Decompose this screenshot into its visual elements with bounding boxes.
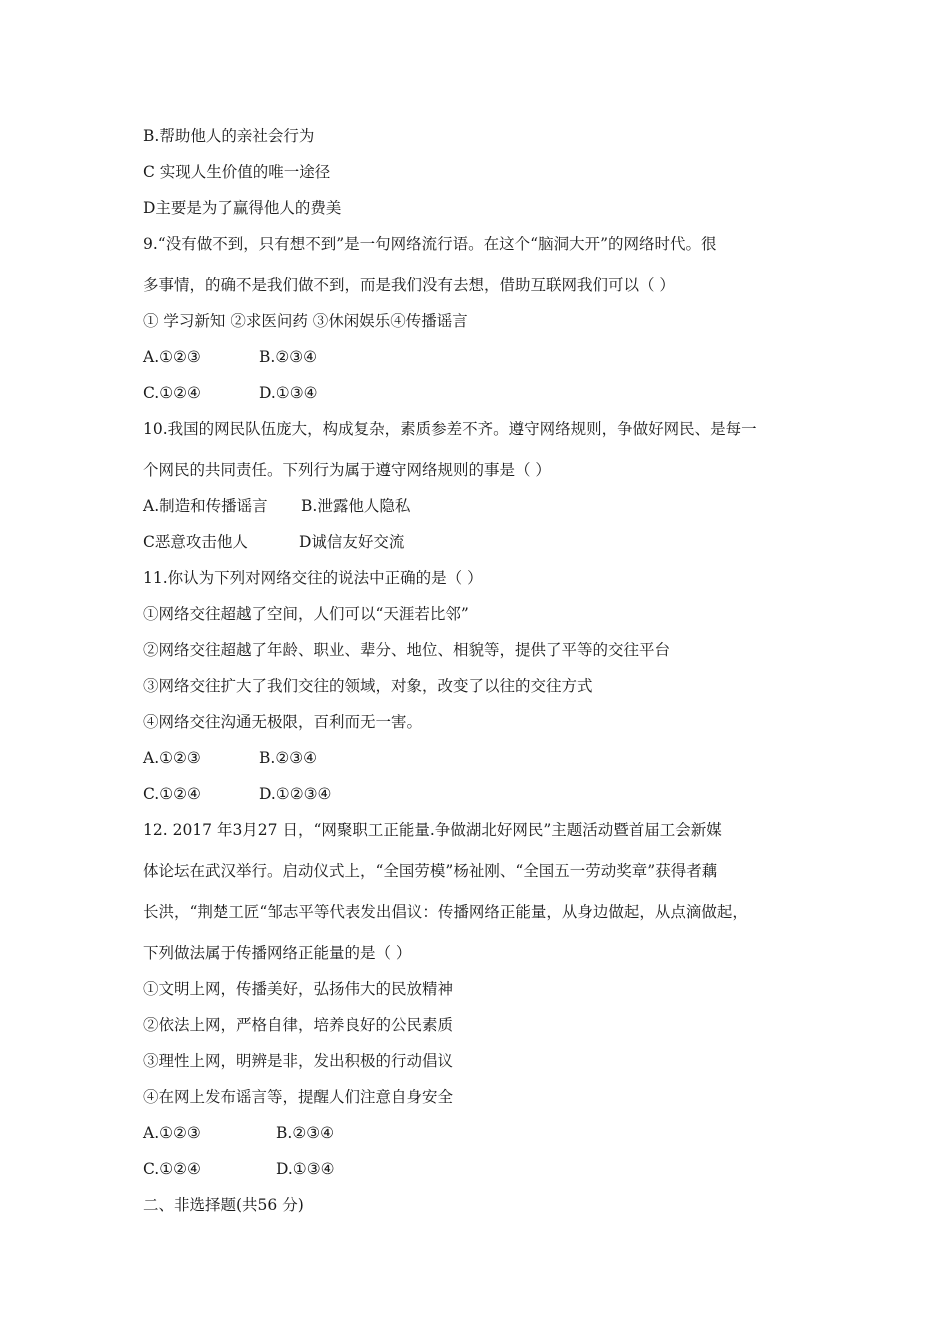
q10-option-c: C恶意攻击他人 — [143, 533, 248, 551]
q12-option-c: C.①②④ — [143, 1160, 201, 1178]
q9-stem-line-1: 9.“没有做不到，只有想不到”是一句网络流行语。在这个“脑洞大开”的网络时代。很 — [143, 235, 717, 253]
q12-option-d: D.①③④ — [276, 1160, 335, 1178]
q12-statement-2: ②依法上网，严格自律，培养良好的公民素质 — [143, 1016, 454, 1034]
q9-option-b: B.②③④ — [259, 348, 318, 366]
q11-option-d: D.①②③④ — [259, 785, 332, 803]
q9-stem-line-2: 多事情，的确不是我们做不到，而是我们没有去想，借助互联网我们可以（ ） — [143, 276, 675, 294]
q11-option-a: A.①②③ — [143, 749, 201, 767]
q12-stem-line-4: 下列做法属于传播网络正能量的是（ ） — [143, 944, 412, 962]
q9-statements: ① 学习新知 ②求医问药 ③休闲娱乐④传播谣言 — [143, 312, 468, 330]
q12-stem-line-2: 体论坛在武汉举行。启动仪式上，“全国劳模”杨祉刚、“全国五一劳动奖章”获得者藕 — [143, 862, 718, 880]
q9-option-a: A.①②③ — [143, 348, 201, 366]
q10-option-d: D诚信友好交流 — [299, 533, 405, 551]
q11-statement-1: ①网络交往超越了空间，人们可以“天涯若比邻” — [143, 605, 469, 623]
q12-stem-line-1: 12. 2017 年3月27 日，“网聚职工正能量.争做湖北好网民”主题活动暨首届工会新媒 — [143, 821, 722, 839]
q11-statement-2: ②网络交往超越了年龄、职业、辈分、地位、相貌等，提供了平等的交往平台 — [143, 641, 671, 659]
q8-option-d: D主要是为了赢得他人的费美 — [143, 199, 342, 217]
q10-stem-line-2: 个网民的共同责任。下列行为属于遵守网络规则的事是（ ） — [143, 461, 551, 479]
q12-statement-1: ①文明上网，传播美好，弘扬伟大的民放精神 — [143, 980, 454, 998]
q8-option-c: C 实现人生价值的唯一途径 — [143, 163, 331, 181]
q10-option-a: A.制造和传播谣言 — [143, 497, 268, 515]
q11-option-b: B.②③④ — [259, 749, 318, 767]
q11-statement-3: ③网络交往扩大了我们交往的领域，对象，改变了以往的交往方式 — [143, 677, 593, 695]
q11-option-c: C.①②④ — [143, 785, 201, 803]
section-heading-non-choice: 二、非选择题(共56 分) — [143, 1196, 304, 1214]
q12-stem-line-3: 长洪，“荆楚工匠“邹志平等代表发出倡议：传播网络正能量，从身边做起，从点滴做起， — [143, 903, 748, 921]
q10-stem-line-1: 10.我国的网民队伍庞大，构成复杂，素质参差不齐。遵守网络规则，争做好网民、是每一 — [143, 420, 757, 438]
q12-statement-4: ④在网上发布谣言等，提醒人们注意自身安全 — [143, 1088, 454, 1106]
q12-statement-3: ③理性上网，明辨是非，发出积极的行动倡议 — [143, 1052, 454, 1070]
q8-option-b: B.帮助他人的亲社会行为 — [143, 127, 315, 145]
q9-option-d: D.①③④ — [259, 384, 318, 402]
q9-option-c: C.①②④ — [143, 384, 201, 402]
q11-statement-4: ④网络交往沟通无极限，百利而无一害。 — [143, 713, 423, 731]
q11-stem: 11.你认为下列对网络交往的说法中正确的是（ ） — [143, 569, 483, 587]
q12-option-a: A.①②③ — [143, 1124, 201, 1142]
q12-option-b: B.②③④ — [276, 1124, 335, 1142]
q10-option-b: B.泄露他人隐私 — [301, 497, 411, 515]
